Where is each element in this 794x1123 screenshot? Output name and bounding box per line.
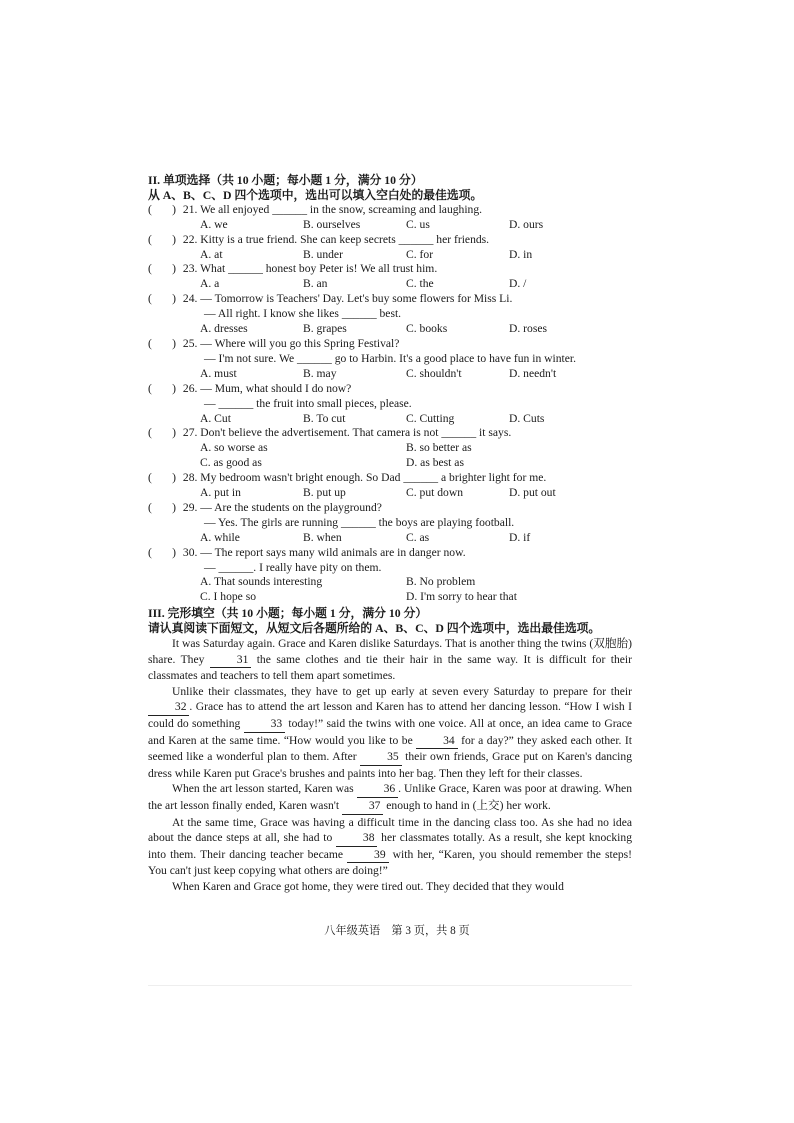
answer-bracket[interactable]: ( ) <box>148 262 177 276</box>
options-row <box>148 277 632 292</box>
question-stem: 24. — Tomorrow is Teachers' Day. Let's buy some flowers for Miss Li. <box>180 292 513 306</box>
cloze-blank[interactable]: 39 <box>347 847 388 864</box>
answer-bracket[interactable]: ( ) <box>148 500 177 514</box>
answer-bracket[interactable]: ( ) <box>148 381 177 395</box>
exam-page <box>148 172 632 895</box>
question-21 <box>148 203 632 218</box>
option[interactable]: A. put in <box>200 486 241 500</box>
option[interactable]: C. books <box>406 322 448 336</box>
cloze-blank[interactable]: 32 <box>148 699 189 716</box>
cloze-passage <box>148 636 632 895</box>
option[interactable]: A. we <box>200 217 228 231</box>
option[interactable]: D. ours <box>509 217 544 231</box>
option[interactable]: B. No problem <box>406 575 476 589</box>
option[interactable]: A. That sounds interesting <box>200 575 323 589</box>
options-row <box>148 486 632 501</box>
options-row <box>148 575 632 590</box>
option[interactable]: C. the <box>406 277 434 291</box>
answer-bracket[interactable]: ( ) <box>148 336 177 350</box>
question-30 <box>148 546 632 561</box>
question-22 <box>148 233 632 248</box>
cloze-blank[interactable]: 31 <box>210 652 251 669</box>
option[interactable]: A. a <box>200 277 220 291</box>
option[interactable]: B. an <box>303 277 328 291</box>
question-dialogue-line: — ______. I really have pity on them. <box>204 560 382 574</box>
option[interactable]: A. Cut <box>200 411 231 425</box>
question-dialogue-line: — I'm not sure. We ______ go to Harbin. It's a good place to have fun in winter. <box>204 351 577 365</box>
question-dialogue-line: — ______ the fruit into small pieces, please. <box>204 396 412 410</box>
question-29 <box>148 501 632 516</box>
option[interactable]: C. as good as <box>200 456 262 470</box>
answer-bracket[interactable]: ( ) <box>148 202 177 216</box>
option[interactable]: A. at <box>200 247 223 261</box>
option[interactable]: B. To cut <box>303 411 346 425</box>
question-28 <box>148 471 632 486</box>
option[interactable]: B. put up <box>303 486 346 500</box>
section-2-title: II. 单项选择（共 10 小题；每小题 1 分，满分 10 分） <box>148 173 423 187</box>
option[interactable]: D. Cuts <box>509 411 545 425</box>
option[interactable]: D. / <box>509 277 527 291</box>
option[interactable]: B. grapes <box>303 322 347 336</box>
question-25 <box>148 337 632 352</box>
section-3-instruction: 请认真阅读下面短文，从短文后各题所给的 A、B、C、D 四个选项中，选出最佳选项。 <box>148 621 601 636</box>
question-stem: 25. — Where will you go this Spring Festival? <box>180 336 400 350</box>
option[interactable]: C. shouldn't <box>406 366 462 380</box>
cloze-blank[interactable]: 35 <box>360 749 401 766</box>
options-row <box>148 248 632 263</box>
scan-edge-divider <box>148 985 632 986</box>
option[interactable]: A. so worse as <box>200 441 268 455</box>
question-dialogue-line: — All right. I know she likes ______ best. <box>204 307 402 321</box>
question-stem: 28. My bedroom wasn't bright enough. So Dad ______ a brighter light for me. <box>180 471 547 485</box>
option[interactable]: D. needn't <box>509 366 557 380</box>
question-24 <box>148 292 632 307</box>
option[interactable]: C. I hope so <box>200 590 257 604</box>
answer-bracket[interactable]: ( ) <box>148 426 177 440</box>
question-stem: 26. — Mum, what should I do now? <box>180 381 352 395</box>
option[interactable]: B. under <box>303 247 343 261</box>
section-3-title: III. 完形填空（共 10 小题；每小题 1 分，满分 10 分） <box>148 606 428 621</box>
question-stem: 21. We all enjoyed ______ in the snow, screaming and laughing. <box>180 202 483 216</box>
cloze-blank[interactable]: 33 <box>244 716 285 733</box>
option[interactable]: A. dresses <box>200 322 248 336</box>
multiple-choice-list <box>148 203 632 605</box>
option[interactable]: C. for <box>406 247 434 261</box>
answer-bracket[interactable]: ( ) <box>148 232 177 246</box>
question-stem: 22. Kitty is a true friend. She can keep secrets ______ her friends. <box>180 232 490 246</box>
passage-paragraph: Unlike their classmates, they have to get up early at seven every Saturday to prepare for their 32 . Grace has to attend the art lesson and Karen has to attend her dancing lesson. “How I wish I could do something 33 today!” said the twins with one voice. All at once, an idea came to Grace and Karen at the same time. “How would you like to be 34 for a day?” they asked each other. It seemed like a wonderful plan to them. After 35 their own friends, Grace put on Karen's dancing dress while Karen put Grace's brushes and paints into her bag. Then they left for their classes. <box>148 684 633 780</box>
question-23 <box>148 262 632 277</box>
options-row <box>148 367 632 382</box>
passage-paragraph: At the same time, Grace was having a difficult time in the dancing class too. As she had no idea about the dance steps at all, she had to 38 her classmates totally. As a result, she kept knocking into them. Their dancing teacher became 39 with her, “Karen, you should remember the steps! You can't just keep copying what others are doing!” <box>148 815 633 878</box>
options-row <box>148 441 632 456</box>
answer-bracket[interactable]: ( ) <box>148 471 177 485</box>
option[interactable]: C. us <box>406 217 430 231</box>
option[interactable]: B. may <box>303 366 337 380</box>
option[interactable]: C. Cutting <box>406 411 455 425</box>
section-2-instruction: 从 A、B、C、D 四个选项中，选出可以填入空白处的最佳选项。 <box>148 187 483 202</box>
options-row <box>148 412 632 427</box>
cloze-blank[interactable]: 36 <box>357 781 398 798</box>
option[interactable]: D. in <box>509 247 533 261</box>
cloze-blank[interactable]: 38 <box>336 830 377 847</box>
option[interactable]: D. put out <box>509 486 556 500</box>
answer-bracket[interactable]: ( ) <box>148 292 177 306</box>
answer-bracket[interactable]: ( ) <box>148 545 177 559</box>
option[interactable]: B. ourselves <box>303 217 361 231</box>
option[interactable]: D. as best as <box>406 456 464 470</box>
question-stem: 29. — Are the students on the playground? <box>180 500 382 514</box>
question-26 <box>148 382 632 397</box>
question-stem: 23. What ______ honest boy Peter is! We all trust him. <box>180 262 438 276</box>
options-row <box>148 531 632 546</box>
option[interactable]: B. when <box>303 530 342 544</box>
passage-paragraph: When the art lesson started, Karen was 36 . Unlike Grace, Karen was poor at drawing. When the art lesson finally ended, Karen wasn't 37 enough to hand in (上交) her work. <box>148 781 632 814</box>
cloze-blank[interactable]: 37 <box>342 798 383 815</box>
option[interactable]: B. so better as <box>406 441 472 455</box>
cloze-blank[interactable]: 34 <box>416 733 457 750</box>
passage-paragraph: It was Saturday again. Grace and Karen dislike Saturdays. That is another thing the twins (双胞胎) share. They 31 the same clothes and tie their hair in the same way. It is difficult for their classmates and teachers to tell them apart sometimes. <box>148 637 632 683</box>
options-row <box>148 322 632 337</box>
option[interactable]: A. while <box>200 530 240 544</box>
option[interactable]: C. as <box>406 530 430 544</box>
question-27 <box>148 426 632 441</box>
question-stem: 30. — The report says many wild animals are in danger now. <box>180 545 466 559</box>
options-row <box>148 590 632 605</box>
options-row <box>148 218 632 233</box>
option[interactable]: A. must <box>200 366 237 380</box>
options-row <box>148 456 632 471</box>
option[interactable]: D. if <box>509 530 531 544</box>
passage-paragraph: When Karen and Grace got home, they were tired out. They decided that they would <box>172 880 564 893</box>
option[interactable]: D. roses <box>509 322 547 336</box>
option[interactable]: D. I'm sorry to hear that <box>406 590 517 604</box>
question-stem: 27. Don't believe the advertisement. That camera is not ______ it says. <box>180 426 512 440</box>
option[interactable]: C. put down <box>406 486 464 500</box>
page-footer: 八年级英语 第 3 页，共 8 页 <box>324 925 470 937</box>
question-dialogue-line: — Yes. The girls are running ______ the boys are playing football. <box>204 515 515 529</box>
